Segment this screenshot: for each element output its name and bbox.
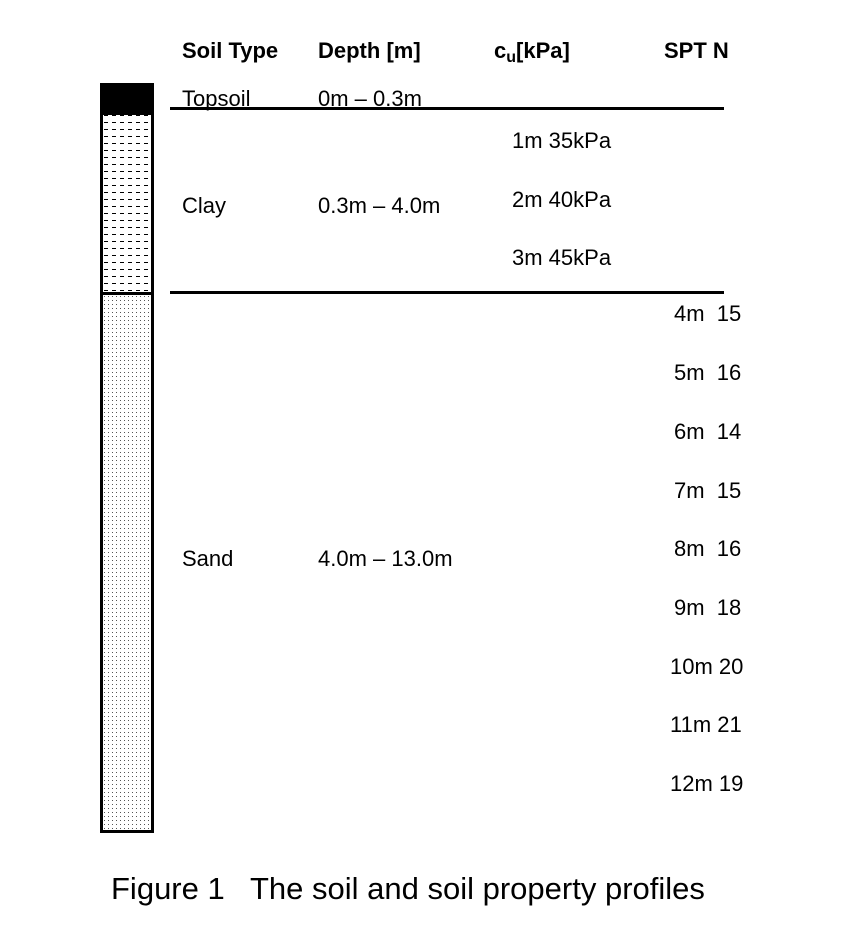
layer-sand-label: Sand xyxy=(182,546,234,571)
layer-topsoil-depth: 0m – 0.3m xyxy=(318,86,422,111)
layer-clay-label: Clay xyxy=(182,193,227,218)
clay-band xyxy=(100,112,154,295)
boundary-line-topsoil-clay xyxy=(170,107,724,110)
layer-clay-depth: 0.3m – 4.0m xyxy=(318,193,441,218)
spt-value: 11m 21 xyxy=(670,712,742,737)
header-cu-base: c xyxy=(494,38,507,63)
sand-pattern xyxy=(103,295,151,830)
header-cu xyxy=(494,38,570,67)
spt-value: 7m 15 xyxy=(674,478,742,503)
header-depth: Depth [m] xyxy=(318,38,421,63)
spt-value: 5m 16 xyxy=(674,360,742,385)
spt-value: 8m 16 xyxy=(674,536,742,561)
spt-value: 9m 18 xyxy=(674,595,742,620)
header-cu-subscript: u xyxy=(506,49,517,66)
spt-value: 10m 20 xyxy=(670,654,744,679)
cu-value: 1m 35kPa xyxy=(512,128,612,153)
clay-pattern xyxy=(103,112,151,292)
header-cu-unit: [kPa] xyxy=(516,38,570,63)
figure-caption: Figure 1 The soil and soil property profiles xyxy=(111,871,705,906)
topsoil-band xyxy=(100,83,154,115)
sand-band xyxy=(100,292,154,833)
layer-topsoil-label: Topsoil xyxy=(182,86,251,111)
cu-value: 3m 45kPa xyxy=(512,245,612,270)
spt-value: 4m 15 xyxy=(674,301,742,326)
spt-value: 12m 19 xyxy=(670,771,744,796)
header-soil-type: Soil Type xyxy=(182,38,279,63)
spt-value: 6m 14 xyxy=(674,419,742,444)
cu-value: 2m 40kPa xyxy=(512,187,612,212)
header-spt: SPT N xyxy=(664,38,729,63)
boundary-line-clay-sand xyxy=(170,291,724,294)
layer-sand-depth: 4.0m – 13.0m xyxy=(318,546,453,571)
